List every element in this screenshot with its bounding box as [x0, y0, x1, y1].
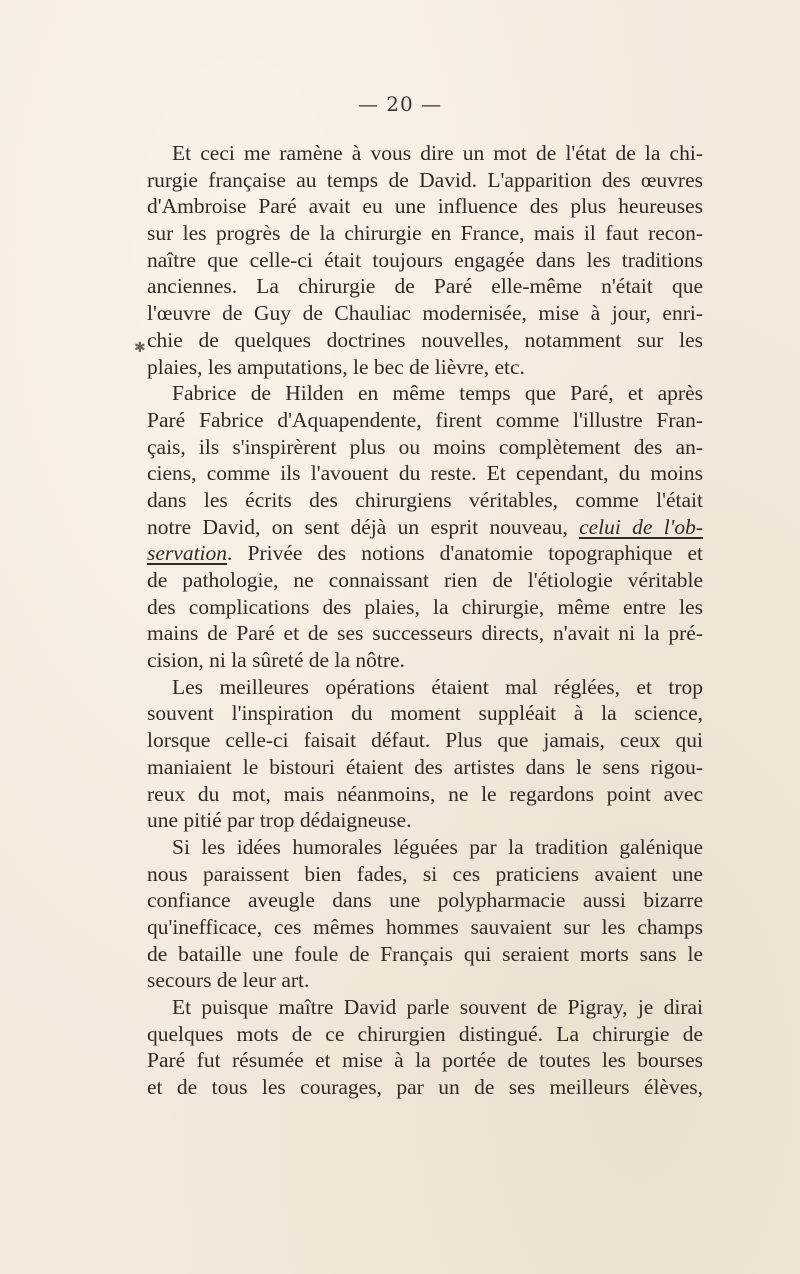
text-line: confiance aveugle dans une polypharmacie aussi bizarre: [147, 888, 703, 913]
text-line: et de tous les courages, par un de ses meilleurs élèves,: [147, 1075, 703, 1100]
text-line: de bataille une foule de Français qui seraient morts sans le: [147, 941, 703, 966]
text-line: Et puisque maître David parle souvent de Pigray, je dirai: [172, 995, 703, 1019]
text-line: sur les progrès de la chirurgie en France, mais il faut recon-: [147, 221, 703, 246]
text-line: çais, ils s'inspirèrent plus ou moins complètement des an-: [147, 434, 703, 459]
text-line: reux du mot, mais néanmoins, ne le regardons point avec: [147, 781, 703, 806]
text-line: cision, ni la sûreté de la nôtre.: [147, 648, 405, 673]
text-line: nous paraissent bien fades, si ces praticiens avaient une: [147, 861, 703, 886]
text-line: qu'inefficace, ces mêmes hommes sauvaient sur les champs: [147, 914, 703, 939]
text-line: maniaient le bistouri étaient des artistes dans le sens rigou-: [147, 754, 703, 779]
text-line: chie de quelques doctrines nouvelles, notamment sur les: [147, 327, 703, 352]
text-span: . Privée des notions d'anatomie topographique et: [227, 541, 703, 566]
text-line: rurgie française au temps de David. L'apparition des œuvres: [147, 167, 703, 192]
margin-mark: ✱: [134, 340, 146, 356]
text-line: naître que celle-ci était toujours engagée dans les traditions: [147, 247, 703, 272]
text-line: secours de leur art.: [147, 968, 310, 993]
text-line: Paré Fabrice d'Aquapendente, firent comme l'illustre Fran-: [147, 407, 703, 432]
italic-span: servation: [147, 541, 228, 566]
text-line: Les meilleures opérations étaient mal réglées, et trop: [172, 674, 703, 699]
text-line: l'œuvre de Guy de Chauliac modernisée, mise à jour, enri-: [147, 301, 703, 326]
text-line: de pathologie, ne connaissant rien de l'étiologie véritable: [147, 568, 703, 592]
text-line: ciens, comme ils l'avouent du reste. Et cependant, du moins: [147, 461, 703, 486]
text-line: [147, 540, 703, 567]
text-span: notre David, on sent déjà un esprit nouveau,: [147, 514, 580, 539]
text-line: [147, 514, 703, 541]
text-line: Fabrice de Hilden en même temps que Paré, et après: [172, 381, 703, 406]
text-line: lorsque celle-ci faisait défaut. Plus que jamais, ceux qui: [147, 728, 703, 753]
text-line: des complications des plaies, la chirurgie, même entre les: [147, 594, 703, 619]
text-line: une pitié par trop dédaigneuse.: [147, 808, 412, 833]
text-line: quelques mots de ce chirurgien distingué. La chirurgie de: [147, 1021, 703, 1046]
body-text: [147, 140, 703, 1101]
text-line: Paré fut résumée et mise à la portée de toutes les bourses: [147, 1048, 703, 1073]
text-line: souvent l'inspiration du moment suppléait à la science,: [147, 701, 703, 726]
page-number: — 20 —: [357, 92, 443, 116]
text-line: anciennes. La chirurgie de Paré elle-même n'était que: [147, 274, 703, 299]
italic-span: celui de l'ob-: [579, 514, 704, 539]
text-line: dans les écrits des chirurgiens véritables, comme l'était: [147, 487, 703, 512]
text-line: mains de Paré et de ses successeurs directs, n'avait ni la pré-: [147, 621, 703, 646]
text-line: plaies, les amputations, le bec de lièvre, etc.: [147, 354, 525, 379]
text-line: Et ceci me ramène à vous dire un mot de l'état de la chi-: [172, 141, 703, 165]
text-line: Si les idées humorales léguées par la tradition galénique: [172, 834, 703, 859]
text-line: d'Ambroise Paré avait eu une influence des plus heureuses: [147, 194, 703, 219]
